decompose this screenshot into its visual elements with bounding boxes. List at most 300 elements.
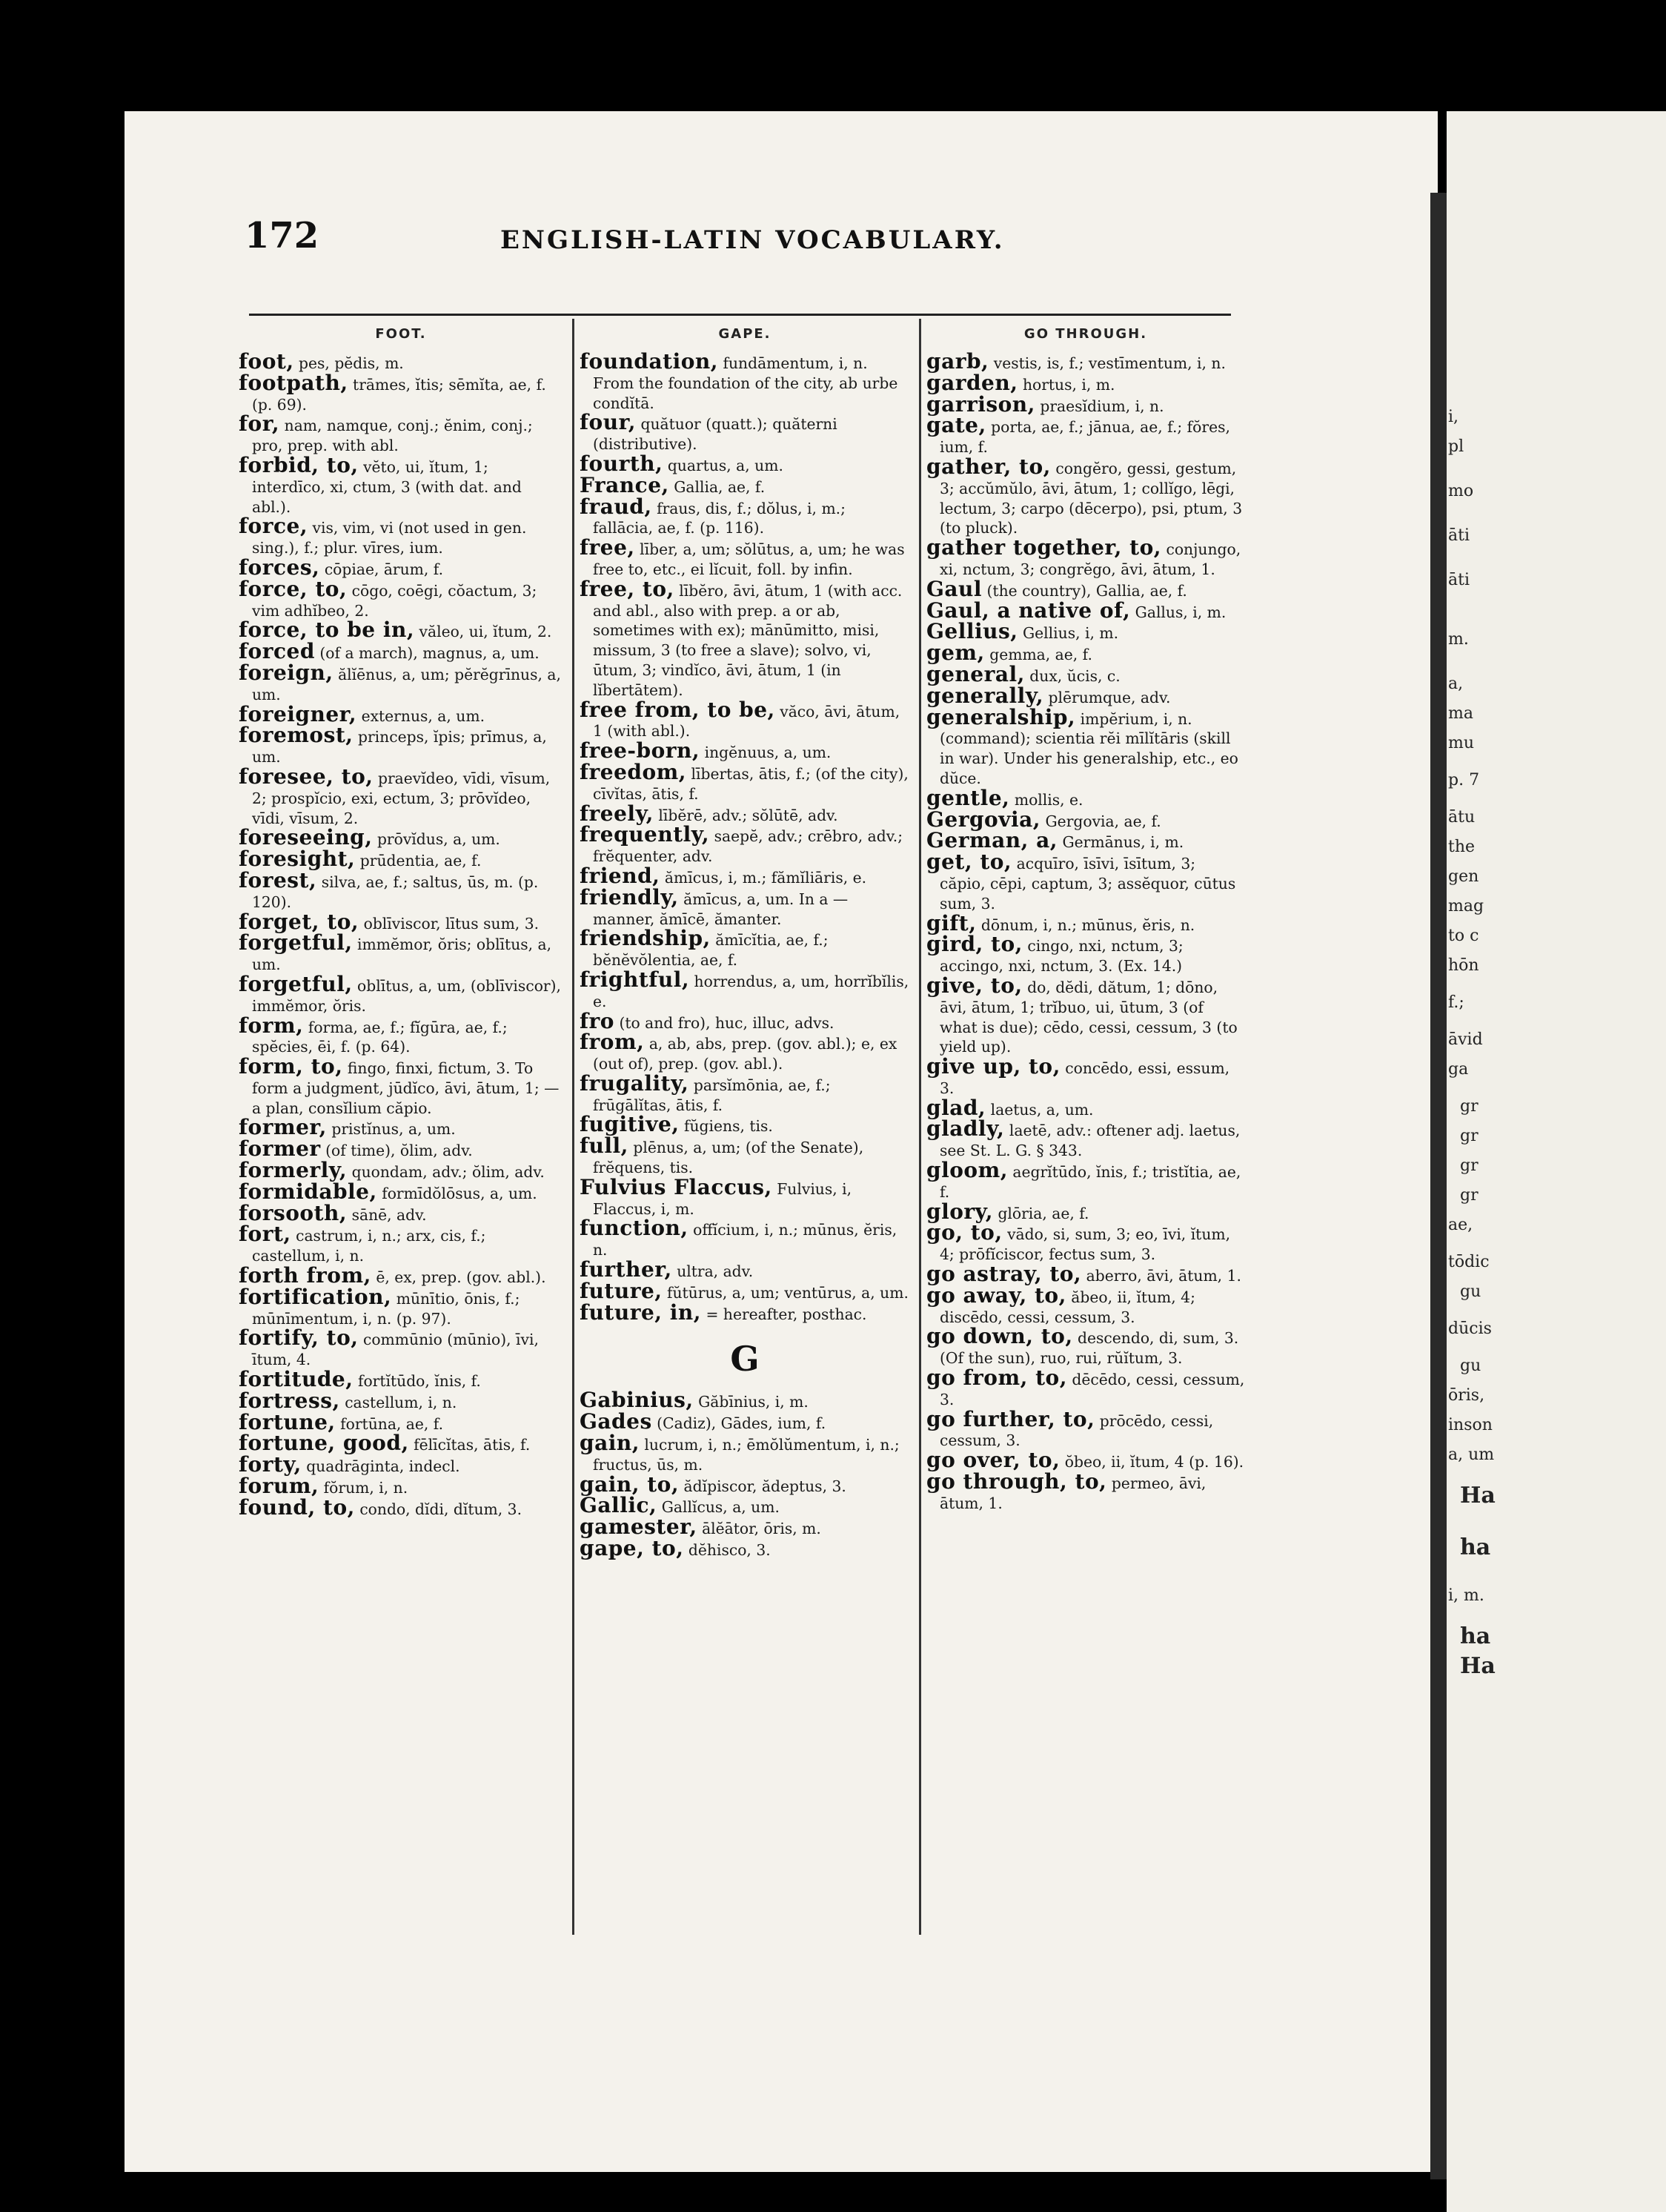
dictionary-entry [239, 514, 563, 558]
facing-page-fragment: āti [1448, 571, 1470, 589]
entry-list [926, 349, 1245, 1514]
headword: generalship, [926, 704, 1076, 729]
headword: forsooth, [239, 1200, 348, 1225]
definition: oblīviscor, lītus sum, 3. [363, 914, 540, 933]
headword: function, [580, 1216, 688, 1241]
dictionary-entry [926, 454, 1245, 538]
definition: dēcēdo, cessi, cessum, 3. [940, 1371, 1245, 1408]
headword: gird, to, [926, 932, 1023, 957]
definition: (to and fro), huc, illuc, advs. [619, 1013, 834, 1032]
facing-page-fragment: gr [1460, 1156, 1479, 1175]
dictionary-entry [580, 926, 910, 970]
facing-page-fragment: mo [1448, 482, 1474, 500]
definition: sānē, adv. [351, 1205, 427, 1224]
facing-page-fragment: the [1448, 838, 1476, 856]
definition: cōpiae, ārum, f. [324, 560, 444, 578]
definition: ingĕnuus, a, um. [704, 744, 832, 762]
definition: aegrĭtūdo, ĭnis, f.; tristĭtia, ae, f. [940, 1163, 1241, 1201]
definition: a, ab, abs, prep. (gov. abl.); e, ex (out of), prep. (gov. abl.). [593, 1035, 897, 1073]
definition: descendo, di, sum, 3. (Of the sun), ruo, rui, rŭĭtum, 3. [940, 1329, 1239, 1368]
headword: frightful, [580, 967, 690, 992]
definition: Gallĭcus, a, um. [661, 1498, 780, 1517]
headword: forgetful, [239, 930, 353, 956]
page-header [245, 215, 1230, 274]
definition: praesĭdium, i, n. [1040, 397, 1164, 415]
dictionary-entry [926, 932, 1245, 976]
headword: free, to, [580, 576, 674, 601]
column-divider [919, 319, 921, 1935]
headword: forced [239, 639, 315, 664]
definition: ămīcĭtia, ae, f.; bĕnĕvŏlentia, ae, f. [593, 931, 829, 970]
headword: form, to, [239, 1054, 343, 1079]
headword: freedom, [580, 759, 687, 784]
facing-page-fragment: mag [1448, 897, 1484, 915]
headword: gladly, [926, 1116, 1005, 1142]
definition: ultra, adv. [677, 1262, 754, 1281]
definition: ăbeo, ii, ĭtum, 4; discēdo, cessi, cessum, 3. [940, 1288, 1195, 1326]
headword: friendly, [580, 884, 679, 910]
definition: conjungo, xi, nctum, 3; congrĕgo, āvi, ātum, 1. [940, 540, 1241, 578]
facing-page-fragment: gu [1460, 1282, 1481, 1301]
definition: fēlīcĭtas, ātis, f. [414, 1436, 531, 1454]
dictionary-entry [926, 704, 1245, 789]
column-divider [572, 319, 574, 1935]
definition: Fulvius, i, Flaccus, i, m. [593, 1179, 852, 1218]
definition: plērumque, adv. [1048, 688, 1171, 706]
definition: (of time), ŏlim, adv. [325, 1142, 473, 1160]
facing-page-fragment: dūcis [1448, 1319, 1492, 1338]
facing-page-fragment: hōn [1448, 956, 1479, 975]
entry-list-g [580, 1388, 910, 1561]
definition: vestis, is, f.; vestīmentum, i, n. [993, 354, 1226, 372]
headword: fraud, [580, 494, 652, 519]
headword: four, [580, 410, 637, 435]
definition: prōvĭdus, a, um. [376, 830, 500, 849]
headword: former [239, 1136, 321, 1162]
headword: from, [580, 1030, 645, 1055]
definition: hortus, i, m. [1022, 375, 1115, 394]
dictionary-entry [239, 764, 563, 828]
dictionary-entry [239, 370, 563, 415]
definition: ē, ex, prep. (gov. abl.). [376, 1268, 546, 1287]
definition: quartus, a, um. [667, 456, 783, 474]
headword: gloom, [926, 1158, 1008, 1183]
page-number: 172 [245, 215, 319, 256]
column-head: GAPE. [718, 326, 771, 342]
dictionary-entry [926, 1282, 1245, 1328]
headword: gentle, [926, 785, 1010, 810]
definition: fŭgiens, tis. [683, 1117, 773, 1136]
facing-page-fragment: a, um [1448, 1446, 1495, 1464]
definition: pristĭnus, a, um. [331, 1120, 456, 1139]
definition: aberro, āvi, ātum, 1. [1086, 1267, 1241, 1285]
definition: congĕro, gessi, gestum, 3; accŭmŭlo, āvi, ātum, 1; collĭgo, lēgi, lectum, 3; carpo (dēcerpo), psi, ptum, 3 (to pluck). [940, 459, 1243, 537]
dictionary-entry [580, 494, 910, 539]
definition: silva, ae, f.; saltus, ūs, m. (p. 120). [252, 872, 539, 911]
dictionary-entry [239, 1222, 563, 1266]
facing-page-fragment: ātu [1448, 808, 1476, 827]
definition: do, dĕdi, dătum, 1; dōno, āvi, ātum, 1; trĭbuo, ui, ūtum, 3 (of what is due); cēdo, cessi, cessum, 3 (to yield up). [940, 978, 1238, 1056]
definition: (of a march), magnus, a, um. [319, 644, 540, 663]
headword: go away, to, [926, 1282, 1066, 1308]
dictionary-entry [580, 576, 910, 701]
headword: fugitive, [580, 1112, 680, 1137]
dictionary-entry [239, 1325, 563, 1370]
definition: (the country), Gallia, ae, f. [986, 581, 1187, 600]
dictionary-entry [580, 410, 910, 454]
headword: go, to, [926, 1220, 1003, 1245]
dictionary-entry [239, 867, 563, 913]
headword: gain, to, [580, 1471, 680, 1497]
definition: impĕrium, i, n. (command); scientia rĕi mīlĭtāris (skill in war). Under his generalship, etc., eo dŭce. [940, 709, 1238, 787]
headword: foresight, [239, 847, 356, 872]
definition: forma, ae, f.; fĭgūra, ae, f.; spĕcies, ēi, f. (p. 64). [252, 1018, 508, 1056]
dictionary-entry [239, 930, 563, 975]
headword: German, a, [926, 828, 1058, 853]
dictionary-entry [580, 1112, 910, 1137]
dictionary-entry [580, 759, 910, 804]
definition: castrum, i, n.; arx, cis, f.; castellum, i, n. [252, 1227, 486, 1265]
dictionary-entry [580, 967, 910, 1012]
column-gape [580, 326, 910, 1560]
headword: foreseeing, [239, 825, 373, 850]
headword: fortress, [239, 1388, 340, 1413]
definition: fortūna, ae, f. [340, 1414, 444, 1433]
headword: forum, [239, 1474, 319, 1499]
dictionary-entry [580, 535, 910, 580]
headword: forces, [239, 554, 320, 580]
definition: ădĭpiscor, ădeptus, 3. [683, 1477, 846, 1495]
definition: dĕhisco, 3. [688, 1541, 771, 1560]
headword: gem, [926, 640, 985, 666]
definition: parsĭmōnia, ae, f.; frūgālĭtas, ātis, f. [593, 1076, 831, 1114]
column-head: FOOT. [375, 326, 427, 342]
definition: mollis, e. [1014, 790, 1083, 809]
headword: formerly, [239, 1158, 348, 1183]
headword: get, to, [926, 850, 1012, 875]
definition: fŏrum, i, n. [323, 1479, 408, 1497]
dictionary-entry [926, 1054, 1245, 1099]
definition: cingo, nxi, nctum, 3; accingo, nxi, nctum, 3. (Ex. 14.) [940, 937, 1184, 976]
headword: frequently, [580, 822, 710, 847]
definition: fundāmentum, i, n. From the foundation of the city, ab urbe condĭtā. [593, 354, 898, 412]
headword: glad, [926, 1095, 986, 1120]
headword: fortification, [239, 1284, 392, 1309]
headword: go down, to, [926, 1324, 1073, 1349]
headword: free-born, [580, 738, 700, 764]
definition: ămīcus, a, um. In a — manner, ămīcē, ămanter. [593, 890, 849, 928]
dictionary-entry [580, 1070, 910, 1116]
headword: foremost, [239, 723, 354, 748]
definition: condo, dĭdi, dĭtum, 3. [359, 1500, 522, 1518]
definition: laetus, a, um. [990, 1100, 1094, 1119]
dictionary-entry [580, 1216, 910, 1260]
facing-page-fragment: gu [1460, 1357, 1481, 1375]
header-rule [249, 314, 1231, 316]
definition: vĕto, ui, ĭtum, 1; interdīco, xi, ctum, 3 (with dat. and abl.). [252, 457, 522, 516]
dictionary-entry [926, 1365, 1245, 1410]
facing-page-fragment: ha [1460, 1534, 1491, 1560]
dictionary-entry [580, 1431, 910, 1475]
dictionary-entry [926, 1158, 1245, 1202]
headword: forget, to, [239, 909, 359, 934]
dictionary-entry [926, 852, 1245, 913]
headword: go astray, to, [926, 1262, 1082, 1287]
headword: garb, [926, 349, 989, 374]
definition: Germānus, i, m. [1062, 833, 1184, 852]
facing-page-fragment: p. 7 [1448, 771, 1480, 789]
definition: dōnum, i, n.; mūnus, ĕris, n. [980, 915, 1195, 934]
dictionary-entry [239, 1494, 563, 1520]
definition: ălĭēnus, a, um; pĕrĕgrīnus, a, um. [252, 665, 561, 703]
headword: gape, to, [580, 1536, 684, 1561]
headword: gate, [926, 413, 986, 438]
definition: concēdo, essi, essum, 3. [940, 1059, 1230, 1097]
headword: further, [580, 1257, 672, 1282]
definition: ămīcus, i, m.; fămĭliāris, e. [664, 868, 867, 887]
dictionary-entry [926, 1220, 1245, 1265]
definition: acquīro, īsīvi, īsītum, 3; căpio, cēpi, captum, 3; assĕquor, cūtus sum, 3. [940, 855, 1236, 913]
definition: oblītus, a, um, (oblīviscor), immĕmor, ŏris. [252, 976, 561, 1015]
definition: lībĕro, āvi, ātum, 1 (with acc. and abl., also with prep. a or ab, sometimes with ex); mānūmitto, misi, missum, 3 (to free a slave); solvo, vi, ūtum, 3; vindĭco, āvi, ātum, 1 (in lĭbertātem). [593, 581, 903, 699]
headword: friend, [580, 863, 660, 888]
headword: friendship, [580, 926, 711, 951]
headword: for, [239, 411, 280, 437]
headword: formidable, [239, 1179, 377, 1204]
dictionary-entry [580, 697, 910, 742]
dictionary-entry [239, 723, 563, 767]
definition: cōgo, coēgi, cŏactum, 3; vim adhĭbeo, 2. [252, 581, 537, 620]
dictionary-entry [580, 884, 910, 930]
headword: freely, [580, 801, 654, 826]
definition: quondam, adv.; ŏlim, adv. [351, 1163, 545, 1182]
headword: force, to be in, [239, 617, 415, 643]
headword: gather together, to, [926, 535, 1162, 560]
definition: princeps, ĭpis; prīmus, a, um. [252, 728, 547, 766]
headword: fortitude, [239, 1367, 354, 1392]
column-go-through [926, 326, 1245, 1514]
facing-page-fragment: to c [1448, 927, 1479, 945]
dictionary-entry [926, 1406, 1245, 1451]
dictionary-entry [239, 660, 563, 705]
facing-page-fragment: inson [1448, 1416, 1493, 1434]
headword: Gellius, [926, 619, 1018, 644]
definition: văco, āvi, ātum, 1 (with abl.). [593, 702, 900, 741]
headword: gamester, [580, 1514, 697, 1540]
definition: glōria, ae, f. [998, 1204, 1089, 1222]
facing-page-fragment: pl [1448, 437, 1464, 456]
dictionary-entry [926, 1116, 1245, 1161]
dictionary-entry [580, 349, 910, 413]
facing-page-fragment: gr [1460, 1186, 1479, 1205]
dictionary-entry [580, 1030, 910, 1074]
definition: ālĕātor, ōris, m. [702, 1520, 821, 1538]
headword: Gaul, a native of, [926, 597, 1131, 623]
headword: France, [580, 472, 669, 497]
definition: praevĭdeo, vīdi, vīsum, 2; prospĭcio, exi, ectum, 3; prōvĭdeo, vīdi, vīsum, 2. [252, 769, 551, 827]
facing-page-fragment: Ha [1460, 1483, 1496, 1509]
headword: free from, to be, [580, 697, 775, 722]
definition: nam, namque, conj.; ĕnim, conj.; pro, prep. with abl. [252, 417, 533, 455]
headword: footpath, [239, 370, 348, 395]
headword: full, [580, 1133, 628, 1159]
headword: foresee, to, [239, 764, 374, 789]
dictionary-entry [580, 1174, 910, 1219]
headword: found, to, [239, 1494, 355, 1520]
definition: prūdentia, ae, f. [359, 852, 482, 870]
facing-page-fragment: a, [1448, 675, 1464, 693]
headword: fort, [239, 1222, 291, 1247]
headword: forest, [239, 867, 317, 893]
headword: go through, to, [926, 1469, 1107, 1494]
facing-page-fragment: m. [1448, 630, 1469, 649]
dictionary-entry [239, 452, 563, 517]
running-title: ENGLISH-LATIN VOCABULARY. [500, 225, 1005, 255]
entry-list [580, 349, 910, 1325]
headword: fourth, [580, 451, 663, 476]
column-head: GO THROUGH. [1023, 326, 1148, 342]
headword: frugality, [580, 1070, 689, 1096]
headword: forbid, to, [239, 452, 359, 477]
headword: foreign, [239, 660, 333, 685]
definition: văleo, ui, ĭtum, 2. [419, 623, 552, 641]
headword: Fulvius Flaccus, [580, 1174, 772, 1199]
book-spine [1430, 193, 1447, 2179]
facing-page [1447, 111, 1666, 2212]
definition: lucrum, i, n.; ēmŏlŭmentum, i, n.; fructus, ūs, m. [593, 1436, 900, 1474]
definition: permeo, āvi, ātum, 1. [940, 1474, 1207, 1512]
headword: garden, [926, 370, 1018, 395]
definition: saepĕ, adv.; crēbro, adv.; frĕquenter, adv. [593, 827, 903, 866]
facing-page-fragment: mu [1448, 734, 1475, 752]
dictionary-entry [239, 1054, 563, 1118]
dictionary-entry [239, 411, 563, 456]
headword: fortune, good, [239, 1431, 409, 1456]
section-letter: G [730, 1339, 760, 1380]
dictionary-entry [926, 1324, 1245, 1368]
dictionary-entry [239, 1284, 563, 1329]
facing-page-fragment: i, m. [1448, 1586, 1484, 1605]
facing-page-fragment: Ha [1460, 1653, 1496, 1679]
headword: forty, [239, 1452, 302, 1477]
headword: glory, [926, 1199, 993, 1224]
definition: vis, vim, vi (not used in gen. sing.), f.; plur. vīres, ium. [252, 519, 527, 557]
headword: foot, [239, 349, 294, 374]
headword: give up, to, [926, 1054, 1061, 1079]
definition: Gallus, i, m. [1135, 603, 1227, 621]
headword: forth from, [239, 1263, 371, 1288]
facing-page-fragment: āvid [1448, 1030, 1483, 1049]
facing-page-fragment: gr [1460, 1127, 1479, 1145]
definition: fraus, dis, f.; dŏlus, i, m.; fallācia, ae, f. (p. 116). [593, 499, 846, 537]
headword: Gades [580, 1409, 652, 1434]
definition: ŏbeo, ii, ĭtum, 4 (p. 16). [1064, 1453, 1244, 1471]
headword: force, [239, 514, 308, 539]
facing-page-fragment: ha [1460, 1623, 1491, 1649]
dictionary-entry [239, 1013, 563, 1058]
definition: horrendus, a, um, horrĭbĭlis, e. [593, 972, 909, 1010]
headword: former, [239, 1115, 327, 1140]
headword: Gaul [926, 576, 983, 601]
definition: prōcēdo, cessi, cessum, 3. [940, 1411, 1214, 1450]
definition: = hereafter, posthac. [706, 1305, 867, 1323]
headword: Gergovia, [926, 807, 1041, 832]
definition: dux, ŭcis, c. [1029, 666, 1121, 685]
dictionary-entry [926, 1469, 1245, 1514]
definition: offĭcium, i, n.; mūnus, ĕris, n. [593, 1221, 897, 1259]
definition: Găbīnius, i, m. [698, 1393, 809, 1411]
headword: Gallic, [580, 1493, 657, 1518]
facing-page-fragment: tōdic [1448, 1253, 1490, 1271]
definition: trāmes, ĭtis; sēmĭta, ae, f. (p. 69). [252, 375, 546, 414]
facing-page-fragment: gr [1460, 1097, 1479, 1116]
definition: vādo, si, sum, 3; eo, īvi, ĭtum, 4; prōfĭciscor, fectus sum, 3. [940, 1225, 1231, 1264]
headword: foundation, [580, 349, 719, 374]
dictionary-entry [580, 1536, 910, 1561]
definition: commūnio (mūnio), īvi, ītum, 4. [252, 1331, 539, 1369]
headword: forgetful, [239, 971, 353, 996]
headword: general, [926, 661, 1025, 686]
definition: lībertas, ātis, f.; (of the city), cīvĭtas, ātis, f. [593, 764, 909, 803]
dictionary-entry [580, 1133, 910, 1178]
definition: quătuor (quatt.); quăterni (distributive). [593, 415, 837, 454]
headword: fro [580, 1008, 614, 1033]
headword: garrison, [926, 391, 1035, 417]
definition: immĕmor, ŏris; oblītus, a, um. [252, 936, 552, 974]
headword: fortune, [239, 1409, 336, 1434]
headword: fortify, to, [239, 1325, 359, 1351]
headword: go from, to, [926, 1365, 1067, 1391]
dictionary-entry [926, 413, 1245, 457]
definition: fingo, finxi, fictum, 3. To form a judgment, jūdĭco, āvi, ātum, 1; — a plan, consĭlium căpio. [252, 1059, 560, 1117]
definition: pes, pĕdis, m. [299, 354, 404, 372]
headword: Gabinius, [580, 1388, 694, 1413]
definition: plēnus, a, um; (of the Senate), frĕquens, tis. [593, 1139, 864, 1177]
dictionary-entry [580, 822, 910, 867]
headword: generally, [926, 683, 1044, 708]
definition: porta, ae, f.; jānua, ae, f.; fŏres, ium, f. [940, 418, 1230, 457]
definition: mūnītio, ōnis, f.; mūnīmentum, i, n. (p. 97). [252, 1289, 520, 1328]
definition: līber, a, um; sŏlūtus, a, um; he was free to, etc., ei lĭcuit, foll. by infin. [593, 540, 905, 578]
column-foot [239, 326, 563, 1520]
definition: fortĭtūdo, ĭnis, f. [357, 1372, 481, 1391]
definition: externus, a, um. [361, 706, 485, 725]
facing-page-fragment: ma [1448, 704, 1473, 723]
definition: quadrāginta, indecl. [306, 1457, 460, 1476]
headword: future, in, [580, 1299, 701, 1325]
headword: future, [580, 1278, 663, 1303]
headword: gift, [926, 910, 977, 936]
dictionary-entry [580, 1299, 910, 1325]
headword: go further, to, [926, 1406, 1095, 1431]
facing-page-fragment: f.; [1448, 993, 1464, 1012]
definition: lībĕrē, adv.; sŏlūtē, adv. [658, 806, 838, 824]
entry-list [239, 349, 563, 1520]
definition: fŭtūrus, a, um; ventūrus, a, um. [666, 1283, 909, 1302]
headword: foreigner, [239, 701, 357, 726]
headword: force, to, [239, 576, 348, 601]
headword: free, [580, 535, 635, 560]
definition: (Cadiz), Gādes, ium, f. [657, 1414, 826, 1433]
facing-page-fragment: ae, [1448, 1216, 1473, 1234]
facing-page-fragment: gen [1448, 867, 1479, 886]
headword: give, to, [926, 973, 1023, 998]
dictionary-entry [239, 971, 563, 1016]
definition: Gallia, ae, f. [674, 477, 766, 496]
dictionary-entry [926, 973, 1245, 1057]
definition: gemma, ae, f. [989, 646, 1092, 664]
headword: go over, to, [926, 1448, 1061, 1473]
